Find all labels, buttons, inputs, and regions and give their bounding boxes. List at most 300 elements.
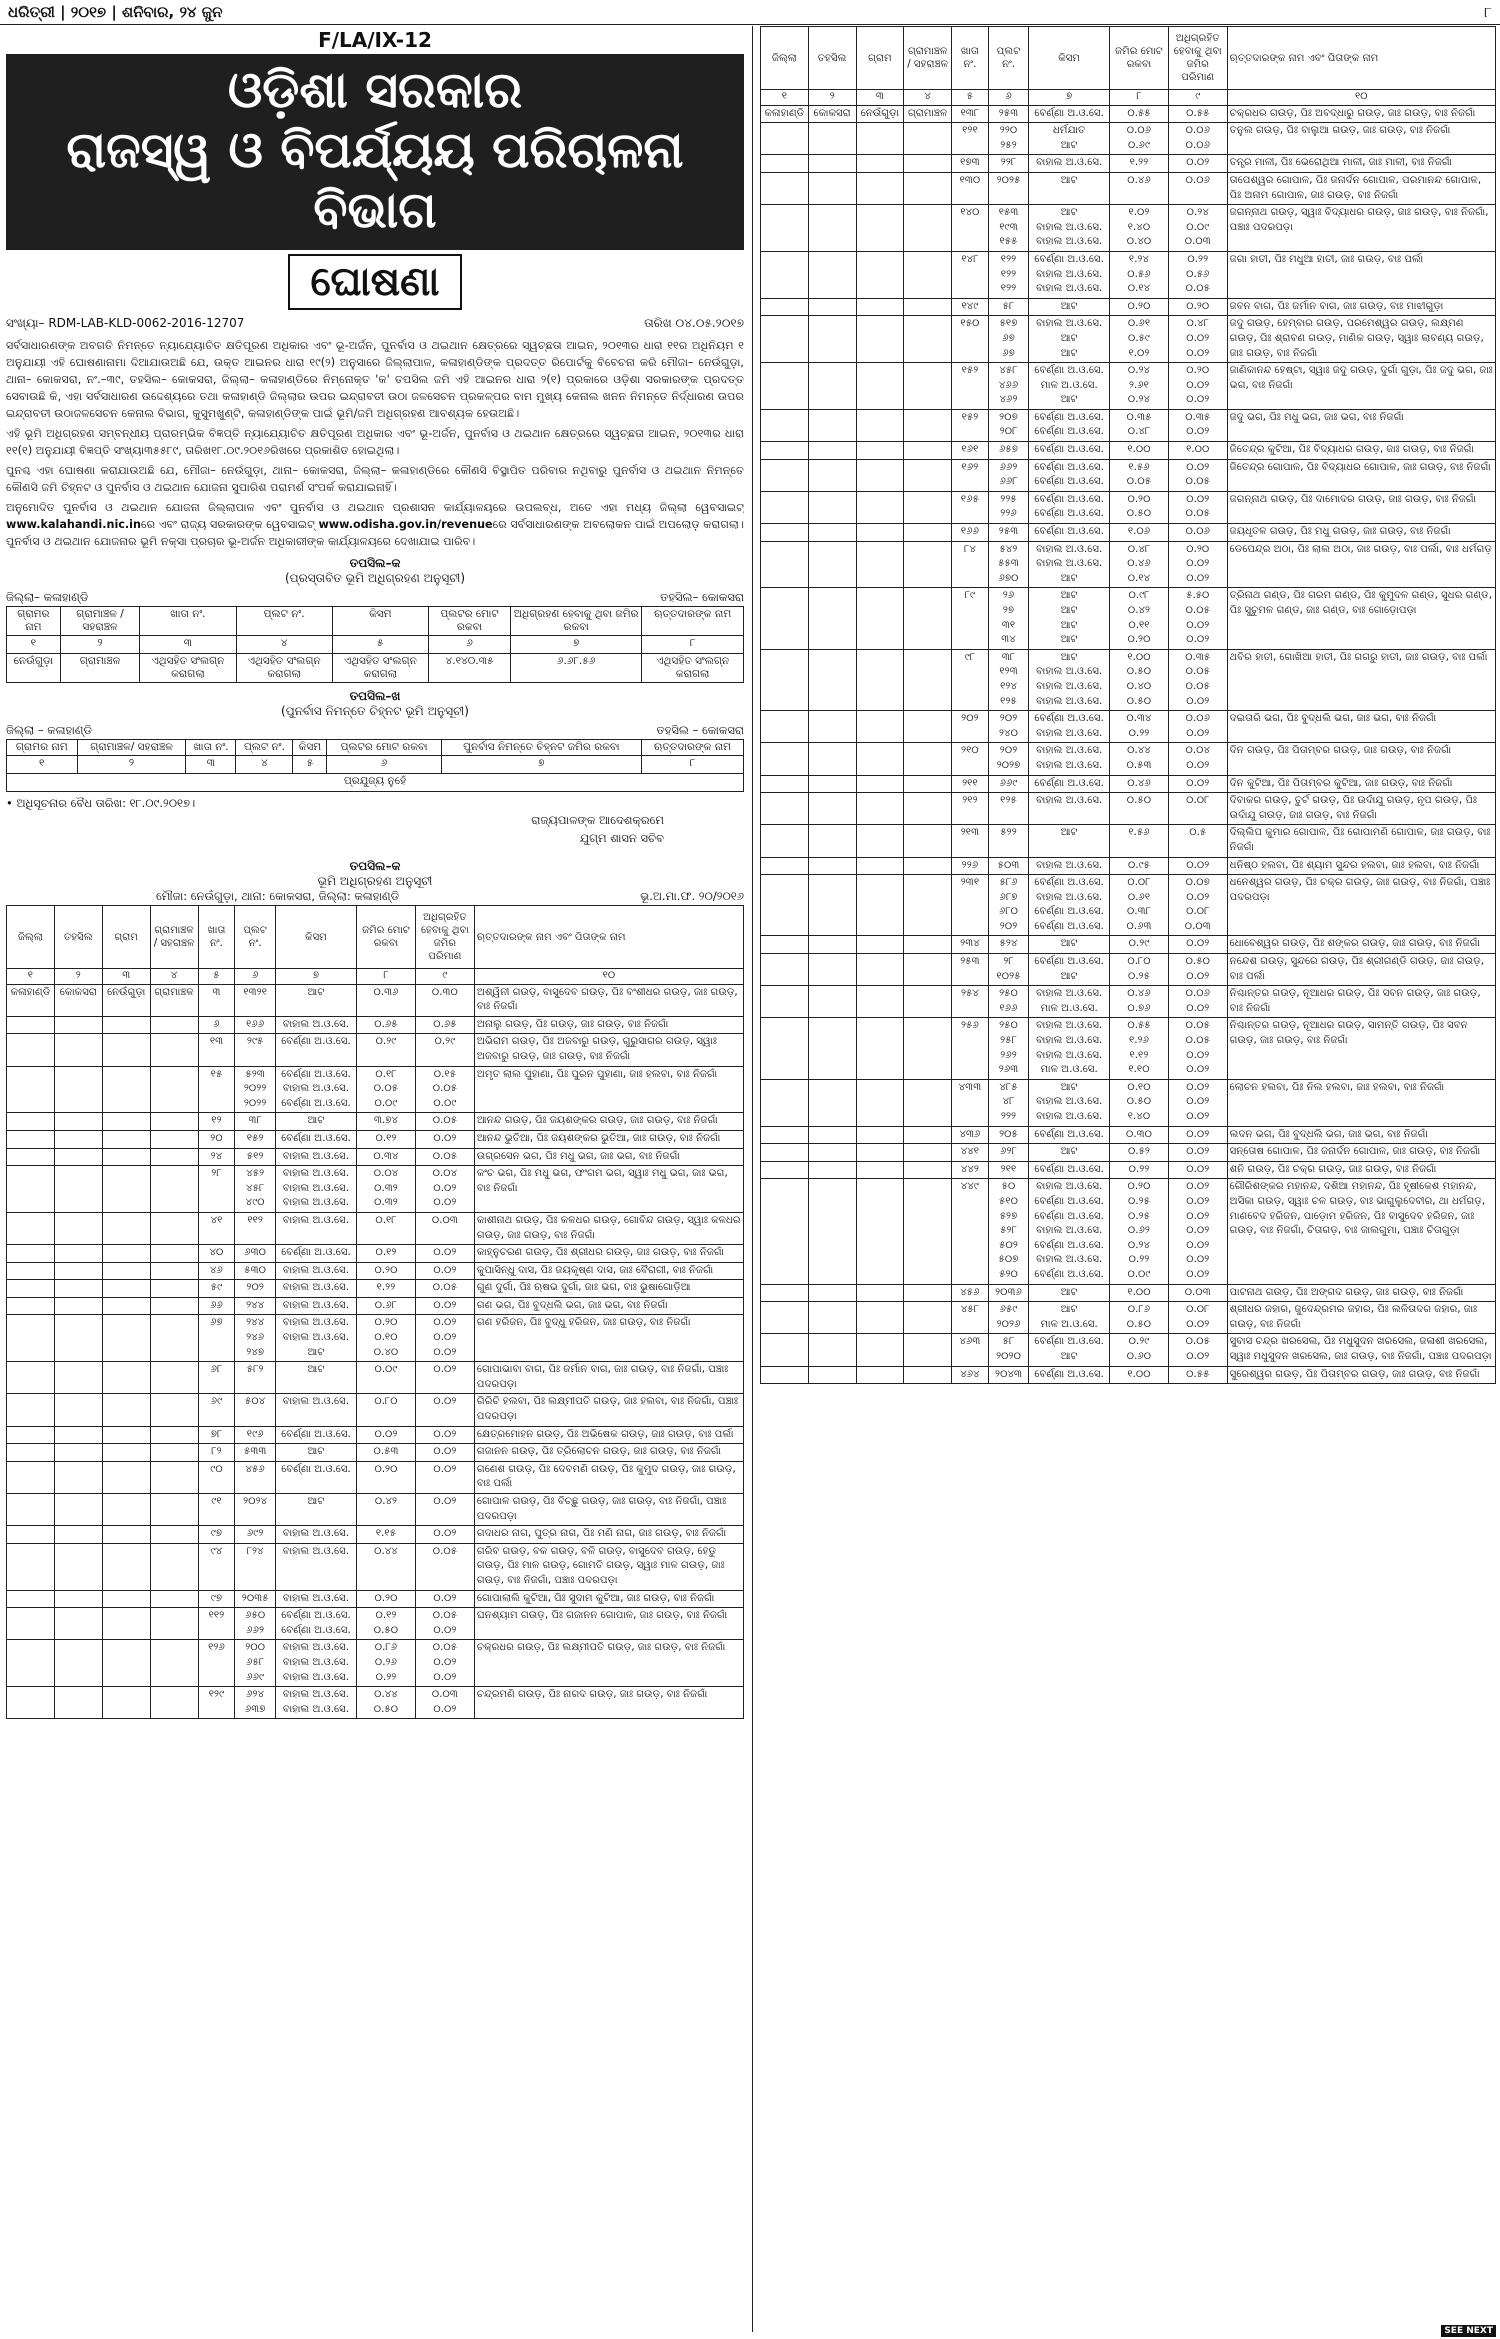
table-row	[761, 1126, 1496, 1144]
table-row	[7, 774, 744, 792]
table-cell: ୫୮	[988, 298, 1028, 316]
table-cell: ୦.୦୨	[415, 1130, 474, 1148]
table-cell: ୯୭	[198, 1590, 235, 1608]
table-cell: ୧୫	[198, 1066, 235, 1113]
table-cell	[761, 857, 809, 875]
table-cell: ଗଣେଶ ଗଉଡ଼, ପିଃ ଦେବମଣି ଗଉଡ଼, ପିଃ କୁମୁଦ ଗଉଡ଼, ଜାଃ ଗଉଡ଼, ବାଃ ପର୍ଲା	[474, 1461, 743, 1493]
table-cell	[54, 1212, 102, 1244]
table-cell	[904, 363, 952, 410]
table-cell: ବେର୍ଣ୍ଣା ଅ.ଓ.ସେ.	[275, 1461, 356, 1493]
table-cell	[54, 1297, 102, 1315]
table-cell	[150, 1212, 198, 1244]
table-cell: ଏଥିସହିତ ସଂଲଗ୍ନ କରାଗଲା	[642, 654, 744, 683]
website-mid: ରେ ଏବଂ ରାଜ୍ୟ ସରକାରଙ୍କ ୱେବସାଇଟ୍	[140, 518, 315, 531]
table-cell: ନେଉଁଗୁଡ଼ା	[7, 654, 61, 683]
column-number: ୧୦	[1227, 90, 1495, 106]
column-number: ୨	[60, 636, 140, 654]
table-cell: ୫୦୪	[235, 1394, 276, 1426]
table-row	[7, 1034, 744, 1066]
table-cell: ଧନିଷ୍ଠ ହଲବା, ପିଃ ଶ୍ୟାମ ସୁନ୍ଦର ହଲବା, ଜାଃ ହଲବା, ବାଃ ନିଜଗାଁ	[1227, 857, 1495, 875]
table-row	[761, 524, 1496, 542]
table-header-cell: ଗ୍ରାମର ନାମ	[7, 607, 61, 636]
table-header-cell: ଖାତା ନଂ.	[952, 27, 989, 90]
table-cell	[761, 363, 809, 410]
table-cell: ୦.୦୬ ୦.୦୬	[1168, 123, 1227, 155]
table-cell	[904, 1366, 952, 1384]
column-number: ୬	[428, 636, 510, 654]
signature-line1: ରାଜ୍ୟପାଳଙ୍କ ଆଦେଶକ୍ରମେ	[531, 813, 664, 827]
table-cell	[102, 1494, 150, 1526]
table-header-cell: ଗ୍ରାମାଞ୍ଚଳ / ସହରାଞ୍ଚଳ	[904, 27, 952, 90]
table-cell: ୦.୦୩ ୦.୦୨	[415, 1687, 474, 1719]
table-cell	[856, 316, 904, 363]
table-cell: ଆନନ୍ଦ ଭୁତିଆ, ପିଃ ଜୟଶଙ୍କର ଭୁତିଆ, ଜାଃ ଗଉଡ଼, ବାଃ ନିଜଗାଁ	[474, 1130, 743, 1148]
table-row	[7, 1608, 744, 1640]
table-cell: ସୁରେଶ୍ୱର ଗଉଡ଼, ପିଃ ପିତାମ୍ବର ଗଉଡ଼, ଜାଃ ଗଉଡ଼, ବାଃ ନିଜଗାଁ	[1227, 1366, 1495, 1384]
table-cell	[7, 1640, 55, 1687]
table-cell: ବେର୍ଣ୍ଣା ଅ.ଓ.ସେ.	[1029, 105, 1110, 123]
table-cell: ୧.୦୦	[1110, 442, 1169, 460]
table-cell: ୦.୬୫	[415, 1016, 474, 1034]
table-cell: ୧.୫୬	[1110, 825, 1169, 857]
table-cell	[856, 1334, 904, 1366]
land-schedule-table-right	[760, 26, 1496, 1384]
table-cell: ୬୬	[198, 1297, 235, 1315]
table-cell	[54, 1148, 102, 1166]
table-cell: ୦.୫୫	[1168, 1366, 1227, 1384]
table-cell: ୦.୦୨ ୦.୦୫	[1168, 491, 1227, 523]
table-cell: ୦.୦୫ ୦.୦୨	[1168, 1334, 1227, 1366]
table-cell: ୦.୮୬ ୦.୫୦	[1110, 1302, 1169, 1334]
table-cell: ୦.୫୨	[1110, 1144, 1169, 1162]
website-state[interactable]: www.odisha.gov.in/revenue	[318, 518, 493, 531]
table-cell: ୫୨୨	[988, 825, 1028, 857]
table-cell: ୧୩	[198, 1034, 235, 1066]
paragraph-4-text: ଅନୁମୋଦିତ ପୁନର୍ବାସ ଓ ଥଇଥାନ ଯୋଜନା ଜିଲ୍ଲାପାଳ ଏବଂ ପୁନର୍ବାସ ଓ ଥଇଥାନ ପ୍ରଶାସନ କାର୍ଯ୍ୟାଳୟରେ ଉପଲବ୍ଧ, ଅତେ ଏହା ମଧ୍ୟ ଜିଲ୍ଲା ୱେବସାଇଟ୍	[6, 501, 744, 514]
table-cell: ୦.୪୨	[357, 1494, 416, 1526]
table-cell: ୭୮	[198, 1426, 235, 1444]
column-number: ୭	[441, 756, 641, 774]
table-cell: ୦.୪୬ ୦.୭୬	[1110, 986, 1169, 1018]
table-cell: ୨୦୩୫	[235, 1590, 276, 1608]
table-cell	[761, 524, 809, 542]
table-cell: ୨୯୫	[235, 1034, 276, 1066]
table-cell	[150, 1066, 198, 1113]
table-cell: ୨୫୬	[952, 1018, 989, 1079]
table-cell: ୬୫୭	[988, 442, 1028, 460]
table-header-cell: କିସମ	[1029, 27, 1110, 90]
table-cell	[808, 1179, 856, 1284]
table-cell: ୨୪୪ ୨୪୬ ୨୪୭	[235, 1315, 276, 1362]
table-row	[761, 298, 1496, 316]
table-cell	[150, 1444, 198, 1462]
table-cell	[7, 1687, 55, 1719]
table-cell: ୨୦୨	[235, 1280, 276, 1298]
table-cell: ୦.୦୨	[1168, 775, 1227, 793]
table-row	[761, 491, 1496, 523]
table-cell	[856, 172, 904, 204]
table-cell: ୦.୦୫	[415, 1148, 474, 1166]
table-cell: ଗୋପାଳ ଗଉଡ଼, ପିଃ ବିଚ୍ଛୁ ଗଉଡ଼, ଜାଃ ଗଉଡ଼, ବାଃ ନିଜଗାଁ, ପଞ୍ଚାଃ ପଦରପଡ଼ା	[474, 1494, 743, 1526]
table-cell	[761, 205, 809, 252]
table-cell: ୨୧୧	[952, 775, 989, 793]
table-cell: ୦.୦୫ ୦.୦୨ ୦.୦୨	[415, 1640, 474, 1687]
table-cell	[54, 1640, 102, 1687]
table-cell	[150, 1543, 198, 1590]
table-cell	[54, 1608, 102, 1640]
table-cell	[904, 649, 952, 710]
table-row	[761, 825, 1496, 857]
table-cell: ୫.୫୦ ୦.୦୫ ୦.୦୨ ୦.୦୨	[1168, 588, 1227, 649]
table-cell	[761, 172, 809, 204]
table-header-cell: ପ୍ଲଟର ମୋଟ ରକବା	[327, 740, 441, 756]
table-row	[7, 1590, 744, 1608]
table-cell: ୦.୦୨	[415, 1245, 474, 1263]
table-row	[7, 1280, 744, 1298]
table-cell	[761, 459, 809, 491]
table-cell	[102, 1113, 150, 1131]
table-cell: ୦.୮୦ ୦.୨୫	[1110, 954, 1169, 986]
table-cell: ସନ୍ତୋଷ ଗୋପାଳ, ପିଃ ଜନାର୍ଦନ ଗୋପାଳ, ଜାଃ ଗଉଡ଼, ବାଃ ନିଜଗାଁ	[1227, 1144, 1495, 1162]
table-cell	[761, 825, 809, 857]
column-number: ୬	[988, 90, 1028, 106]
table-cell: ଚନ୍ଦ୍ରମଣି ଗଉଡ଼, ପିଃ ନାରଦ ଗଉଡ଼, ଜାଃ ଗଉଡ଼, ବାଃ ନିଜଗାଁ	[474, 1687, 743, 1719]
table-cell	[904, 588, 952, 649]
table-cell: କଂଚ ଭଗ, ପିଃ ମଧୁ ଭଗ, ଫଂଗମ ଭଗ, ସ୍ୱାଃ ମଧୁ ଭଗ, ଜାଃ ଭଗ, ବାଃ ନିଜଗାଁ	[474, 1166, 743, 1213]
masthead: ଧରିତ୍ରୀ | ୨୦୧୭ | ଶନିବାର, ୨୪ ଜୁନ	[8, 3, 223, 21]
table-cell: ୧.୦୬	[1110, 524, 1169, 542]
table-cell	[904, 123, 952, 155]
table-cell	[808, 936, 856, 954]
table-cell	[856, 1161, 904, 1179]
table-row	[7, 1315, 744, 1362]
table-cell: ୦.୨୦ ୦.୫୦	[1110, 491, 1169, 523]
table-cell: ଅମୃତ ଲାଲ ପୁହାଣା, ପିଃ ପୁରନ ପୁହାଣା, ଜାଃ ହଲବା, ବାଃ ନିଜଗାଁ	[474, 1066, 743, 1113]
column-number: ୪	[236, 636, 332, 654]
table-cell	[150, 1297, 198, 1315]
table-cell	[904, 1302, 952, 1334]
table-cell	[150, 1113, 198, 1131]
table-cell: ୨୦୩୬	[988, 1284, 1028, 1302]
table-cell: ୦.୦୨ ୦.୦୫	[1168, 459, 1227, 491]
table-cell: ୦.୬୫	[357, 1016, 416, 1034]
table-cell: ୬୨୪ ୬୩୭	[235, 1687, 276, 1719]
column-number: ୧	[761, 90, 809, 106]
table-cell: ଜିତେନ୍ଦ୍ର ଗୋପାଳ, ପିଃ ବିଦ୍ୟାଧର ଗୋପାଳ, ଜାଃ ଗଉଡ଼, ବାଃ ନିଜଗାଁ	[1227, 459, 1495, 491]
table-cell: ୨୦୨୪	[235, 1494, 276, 1526]
table-cell: ୦.୩୪ ୦.୨୨	[1110, 711, 1169, 743]
table-cell: ବେର୍ଣ୍ଣା ଅ.ଓ.ସେ. ବେର୍ଣ୍ଣା ଅ.ଓ.ସେ.	[1029, 491, 1110, 523]
table-cell: ୦.୦୫	[415, 1543, 474, 1590]
table-cell: ବେର୍ଣ୍ଣା ଅ.ଓ.ସେ.	[275, 1130, 356, 1148]
table-cell	[7, 1066, 55, 1113]
table-cell: ୧୬୨	[952, 459, 989, 491]
table-cell: ଗ୍ରାମାଞ୍ଚଳ	[150, 984, 198, 1016]
table-cell: ୦.୦୬ ୦.୦୨	[1168, 986, 1227, 1018]
table-cell: ୨୦୨ ୨୦୨୭	[988, 743, 1028, 775]
table-cell: ୦.୦୬	[1168, 172, 1227, 204]
column-divider	[752, 26, 753, 2332]
table-cell: ବାହାଲ ଅ.ଓ.ସେ.	[275, 1148, 356, 1166]
table-cell: ୦.୧୨	[357, 1130, 416, 1148]
table-cell	[102, 1297, 150, 1315]
table-header-cell: ଖାତା ନଂ.	[140, 607, 236, 636]
table-cell	[150, 1494, 198, 1526]
table-cell: ୨୮	[198, 1166, 235, 1213]
table-cell: ଲୋଚନ ହଲବା, ପିଃ ନିଲ ହଲବା, ଜାଃ ହଲବା, ବାଃ ନିଜଗାଁ	[1227, 1079, 1495, 1126]
table-cell: ୦.୦୨ ୦.୦୨ ୦.୦୨	[415, 1315, 474, 1362]
table-cell: ୦.୦୨ ୦.୦୨ ୦.୦୨	[1168, 1079, 1227, 1126]
table-cell: ୨୬ ୨୭ ୩୧ ୩୪	[988, 588, 1028, 649]
table-cell: ୧.୫୬ ୦.୦୫	[1110, 459, 1169, 491]
table-cell: ୦.୩୫ ୦.୦୨	[1168, 409, 1227, 441]
table-cell	[856, 409, 904, 441]
table-row	[7, 1166, 744, 1213]
table-cell: ୦.୪୬	[1110, 775, 1169, 793]
table-row	[761, 857, 1496, 875]
page-header	[0, 0, 1500, 25]
table-cell	[904, 875, 952, 936]
table-cell: ୦.୨୯	[357, 1034, 416, 1066]
table-cell: ଆଟ ଆଟ ଆଟ ଆଟ	[1029, 588, 1110, 649]
table-cell	[54, 1394, 102, 1426]
table-cell: ୪.୧୪୦.୩୫	[428, 654, 510, 683]
table-row	[761, 1302, 1496, 1334]
table-cell: ୧୫୨	[952, 363, 989, 410]
column-number: ୩	[186, 756, 236, 774]
table-cell	[904, 316, 952, 363]
table-cell: ୦.୫୫	[1168, 105, 1227, 123]
table-row	[7, 1148, 744, 1166]
column-number: ୩	[102, 969, 150, 985]
table-cell: ୦.୨୪ ୦.୦୯ ୦.୦୩	[1168, 205, 1227, 252]
table-cell: ୪୧	[198, 1212, 235, 1244]
table-cell: ୦.୪୬	[1110, 172, 1169, 204]
not-applicable: ପ୍ରଯୁଜ୍ୟ ନୁହେଁ	[7, 774, 744, 792]
table-cell	[150, 1608, 198, 1640]
table-cell: ୧୧୨	[198, 1608, 235, 1640]
table-cell: ଶ୍ରୀଧର ଜହାର, ଜୁଦେନ୍ଦ୍ରମର ଜହାର, ପିଃ ଲଳିତାଦର ଜହାର, ଜାଃ ଗଉଡ଼, ବାଃ ନିଜଗାଁ	[1227, 1302, 1495, 1334]
table-cell: ୨୫୦ ୧୬୬	[988, 986, 1028, 1018]
table-cell: ବେର୍ଣ୍ଣା ଅ.ଓ.ସେ. ବାହାଲ ଅ.ଓ.ସେ. ବାହାଲ ଅ.ଓ.ସେ.	[1029, 251, 1110, 298]
table-cell: ୦.୩୪	[357, 1148, 416, 1166]
table-cell: ୬୭	[198, 1315, 235, 1362]
table-cell: ବାହାଲ ଅ.ଓ.ସେ.	[275, 1526, 356, 1544]
table-cell: ୯୪	[198, 1543, 235, 1590]
table-header-cell: ଅଧିଗ୍ରହଣ ହେବାକୁ ଥିବା ଜମିର ରକବା	[511, 607, 642, 636]
table-cell: ୧.୨୪ ୦.୫୬ ୦.୧୪	[1110, 251, 1169, 298]
table-cell: ଘନଶ୍ୟାମ ଗଉଡ଼, ପିଃ ଗଜାନନ ଗୋପାଳ, ଜାଃ ଗଉଡ଼, ବାଃ ନିଜଗାଁ	[474, 1608, 743, 1640]
table-cell: ୦.୦୫	[415, 1113, 474, 1131]
column-number: ୯	[1168, 90, 1227, 106]
table-cell	[904, 743, 952, 775]
table-cell: ଏଥିସହିତ ସଂଲଗ୍ନ କରାଗଲା	[140, 654, 236, 683]
table-cell: ୩	[198, 984, 235, 1016]
table-cell: ୦.୫୦ ୦.୦୨	[1168, 954, 1227, 986]
table-cell: ଜାଣିକାନନ୍ଦ ହେଷ୍ଟା, ସ୍ୱାଃ ଜଦୁ ଗଉଡ଼, ଦୁର୍ଗା ଗୁଡ଼ା, ପିଃ ଜଦୁ ଭଗ, ଜାଃ ଭଗ, ବାଃ ନିଜଗାଁ	[1227, 363, 1495, 410]
table-cell	[7, 1034, 55, 1066]
table-row	[7, 1245, 744, 1263]
table-cell	[7, 1461, 55, 1493]
table-row	[761, 459, 1496, 491]
table-cell: ୧.୦୦ ୦.୫୦ ୦.୪୦ ୦.୫୦	[1110, 649, 1169, 710]
column-number: ୮	[357, 969, 416, 985]
table-cell: ଅନାଲୁ ଗଉଡ଼, ପିଃ ଗଉଡ଼, ଜାଃ ଗଉଡ଼, ବାଃ ନିଜଗାଁ	[474, 1016, 743, 1034]
table-cell	[54, 1016, 102, 1034]
table-cell	[904, 1018, 952, 1079]
table-cell	[856, 775, 904, 793]
table-cell	[7, 1315, 55, 1362]
table-cell: ୨୦୨	[952, 711, 989, 743]
table-cell	[856, 1179, 904, 1284]
table-cell: ୧୪୮	[952, 251, 989, 298]
table-cell: ୧୨	[198, 1113, 235, 1131]
table-number-row	[7, 969, 744, 985]
table-cell: ଧନେଶ୍ୱର ଗଉଡ଼, ପିଃ ଚକ୍ର ଗଉଡ଼, ଜାଃ ଗଉଡ଼, ବାଃ ନିଜଗାଁ, ପଞ୍ଚାଃ ପଦରପଡ଼ା	[1227, 875, 1495, 936]
table-cell	[7, 1608, 55, 1640]
schedule-kha-location	[6, 723, 744, 739]
table-cell: ୨୨୮	[988, 155, 1028, 173]
table-row	[761, 155, 1496, 173]
table-row	[761, 409, 1496, 441]
table-cell: ୬୬୨ ୬୬୮	[988, 459, 1028, 491]
table-cell	[808, 1284, 856, 1302]
table-cell	[7, 1394, 55, 1426]
table-cell: ଏଥିସହିତ ସଂଲଗ୍ନ କରାଗଲା	[332, 654, 428, 683]
table-cell: ଦିବାକର ଗଉଡ଼, ତୁର୍ଟ ଗଉଡ଼, ପିଃ ଉଦାଁଯୁ ଗଉଡ଼, ନୃପ ଗଉଡ଼, ପିଃ ଉଦାଁଯୁ ଗଉଡ଼, ଜାଃ ଗଉଡ଼, ବାଃ ନିଜଗାଁ	[1227, 793, 1495, 825]
table-cell: ଜୟଧୃତଳ ଗଉଡ଼, ପିଃ ମଧୁ ଗଉଡ଼, ଜାଃ ଗଉଡ଼, ବାଃ ନିଜଗାଁ	[1227, 524, 1495, 542]
table-cell	[904, 459, 952, 491]
government-banner	[6, 54, 744, 250]
table-cell	[808, 205, 856, 252]
table-cell: ବାହାଲ ଅ.ଓ.ସେ.	[275, 1262, 356, 1280]
table-cell: ୦.୦୨	[1168, 936, 1227, 954]
table-row	[761, 251, 1496, 298]
table-cell	[808, 1126, 856, 1144]
list-title: ତପସିଲ–କ	[349, 859, 401, 873]
table-cell	[761, 316, 809, 363]
table-cell	[808, 711, 856, 743]
table-cell: ବେର୍ଣ୍ଣା ଅ.ଓ.ସେ. ବାହାଲ ଅ.ଓ.ସେ.	[1029, 711, 1110, 743]
table-row	[7, 1543, 744, 1590]
page-number: ୮	[1484, 3, 1492, 21]
table-cell: ଆଟ	[275, 984, 356, 1016]
table-cell: ଆଟ	[1029, 172, 1110, 204]
table-cell	[856, 743, 904, 775]
table-row	[761, 1079, 1496, 1126]
table-cell: ୫୮ ୨୦୨୦	[988, 1334, 1028, 1366]
table-cell: ୦.୨୦ ୦.୧୦ ୦.୪୦	[357, 1315, 416, 1362]
table-cell	[808, 541, 856, 588]
website-district[interactable]: www.kalahandi.nic.in	[6, 518, 141, 531]
table-cell: ୦.୦୨	[1168, 1161, 1227, 1179]
table-cell	[856, 459, 904, 491]
table-cell	[54, 1245, 102, 1263]
table-cell	[761, 649, 809, 710]
table-cell: ଆଟ	[275, 1362, 356, 1394]
table-cell	[856, 649, 904, 710]
table-cell	[761, 1302, 809, 1334]
table-cell	[856, 1126, 904, 1144]
table-cell: ୮୨୪	[235, 1543, 276, 1590]
table-cell: ୪୪୨	[952, 1161, 989, 1179]
table-row	[7, 984, 744, 1016]
column-number: ୬	[235, 969, 276, 985]
table-row	[761, 986, 1496, 1018]
table-cell	[904, 775, 952, 793]
table-cell	[904, 524, 952, 542]
table-cell	[7, 1016, 55, 1034]
table-cell: ୫୪୨ ୫୫୩ ୬୭୦	[988, 541, 1028, 588]
table-cell: ବେର୍ଣ୍ଣା ଅ.ଓ.ସେ. ମାଳ ଅ.ଓ.ସେ. ଆଟ	[1029, 363, 1110, 410]
table-cell: ବାହାଲ ଅ.ଓ.ସେ.	[275, 1394, 356, 1426]
table-cell: ଆଟ	[1029, 1144, 1110, 1162]
table-cell: ନେଉଁଗୁଡ଼ା	[102, 984, 150, 1016]
table-cell: ଦିନ ଗଉଡ଼, ପିଃ ପିତାମ୍ବର ଗଉଡ଼, ଜାଃ ଗଉଡ଼, ବାଃ ନିଜଗାଁ	[1227, 743, 1495, 775]
table-cell	[150, 1262, 198, 1280]
table-cell: ବାହାଲ ଅ.ଓ.ସେ. ବାହାଲ ଅ.ଓ.ସେ. ଆଟ	[275, 1315, 356, 1362]
table-row	[761, 1144, 1496, 1162]
table-cell: ୦.୦୬ ୦.୦୨	[1168, 711, 1227, 743]
table-cell: ବେର୍ଣ୍ଣା ଅ.ଓ.ସେ.	[1029, 775, 1110, 793]
table-header-cell: ଋତ୍ତଦାରଙ୍କ ନାମ	[642, 607, 744, 636]
table-cell	[102, 1166, 150, 1213]
table-cell	[761, 491, 809, 523]
table-cell: ୨୦୫	[988, 1126, 1028, 1144]
table-cell: ବେର୍ଣ୍ଣା ଅ.ଓ.ସେ.	[1029, 1161, 1110, 1179]
table-row	[7, 1262, 744, 1280]
table-cell: ୦.୦୨	[415, 1590, 474, 1608]
table-row	[761, 105, 1496, 123]
table-cell: ଦଇତାରି ଭଗ, ପିଃ ବୁଦ୍ଧଲି ଭଗ, ଜାଃ ଭଗ, ବାଃ ନିଜଗାଁ	[1227, 711, 1495, 743]
table-cell	[761, 875, 809, 936]
table-header-cell: କିସମ	[332, 607, 428, 636]
table-header-cell: ଖାତା ନଂ.	[198, 906, 235, 969]
table-cell	[761, 1144, 809, 1162]
table-cell: ୬୫୯ ୨୦୨୬	[988, 1302, 1028, 1334]
table-cell: ଚକ୍ରଧର ଗଉଡ଼, ପିଃ ଲକ୍ଷ୍ମୀପତି ଗଉଡ଼, ଜାଃ ଗଉଡ଼, ବାଃ ନିଜଗାଁ	[474, 1640, 743, 1687]
table-cell: ୬	[198, 1016, 235, 1034]
table-cell: ଜଗନ୍ନାଥ ଗଉଡ଼, ସ୍ୱାଃ ବିଦ୍ୟାଧର ଗଉଡ଼, ଜାଃ ଗଉଡ଼, ବାଃ ନିଜଗାଁ, ପଞ୍ଚାଃ ପଦରପଡ଼ା	[1227, 205, 1495, 252]
column-number: ୧	[7, 969, 55, 985]
table-header-cell: ପ୍ଲଟ ନଂ.	[235, 906, 276, 969]
table-cell	[856, 524, 904, 542]
table-cell: ଗଜାନନ ଗଉଡ଼, ପିଃ ତ୍ରିଲୋଚନ ଗଉଡ଼, ଜାଃ ଗଉଡ଼, ବାଃ ନିଜଗାଁ	[474, 1444, 743, 1462]
table-cell	[808, 491, 856, 523]
table-cell: ୦.୦୪ ୦.୩୨ ୦.୩୨	[357, 1166, 416, 1213]
column-number: ୫	[198, 969, 235, 985]
column-number: ୨	[77, 756, 186, 774]
table-cell: ୨୦୨ ୨୪୦	[988, 711, 1028, 743]
table-row	[761, 172, 1496, 204]
column-number: ୯	[415, 969, 474, 985]
table-row	[761, 363, 1496, 410]
table-cell	[904, 155, 952, 173]
table-cell	[761, 1179, 809, 1284]
table-cell: ୦.୦୨ ୦.୦୨ ୦.୦୨ ୦.୦୨ ୦.୦୨ ୦.୦୨ ୦.୦୨	[1168, 1179, 1227, 1284]
table-cell: ୦.୨୦ ୦.୨୫ ୦.୨୫ ୦.୬୨ ୦.୨୪ ୦.୨୨ ୦.୦୯	[1110, 1179, 1169, 1284]
table-cell: ୧୫୨	[235, 1130, 276, 1148]
table-cell: ୨୦୭ ୨୦୮	[988, 409, 1028, 441]
table-cell	[808, 1079, 856, 1126]
table-cell: ତନୁଲ ଗଉଡ଼, ପିଃ ବାଲୁଆ ଗଉଡ଼, ଜାଃ ଗଉଡ଼, ବାଃ ନିଜଗାଁ	[1227, 123, 1495, 155]
table-cell	[54, 1362, 102, 1394]
table-cell	[808, 251, 856, 298]
table-cell: ବାହାଲ ଅ.ଓ.ସେ.	[275, 1543, 356, 1590]
table-cell	[761, 409, 809, 441]
table-cell: ଲଦନ ଭଗ, ପିଃ ବୁଦ୍ଧଲି ଭଗ, ଜାଃ ଭଗ, ବାଃ ନିଜଗାଁ	[1227, 1126, 1495, 1144]
table-cell: ୫୩୦	[235, 1262, 276, 1280]
